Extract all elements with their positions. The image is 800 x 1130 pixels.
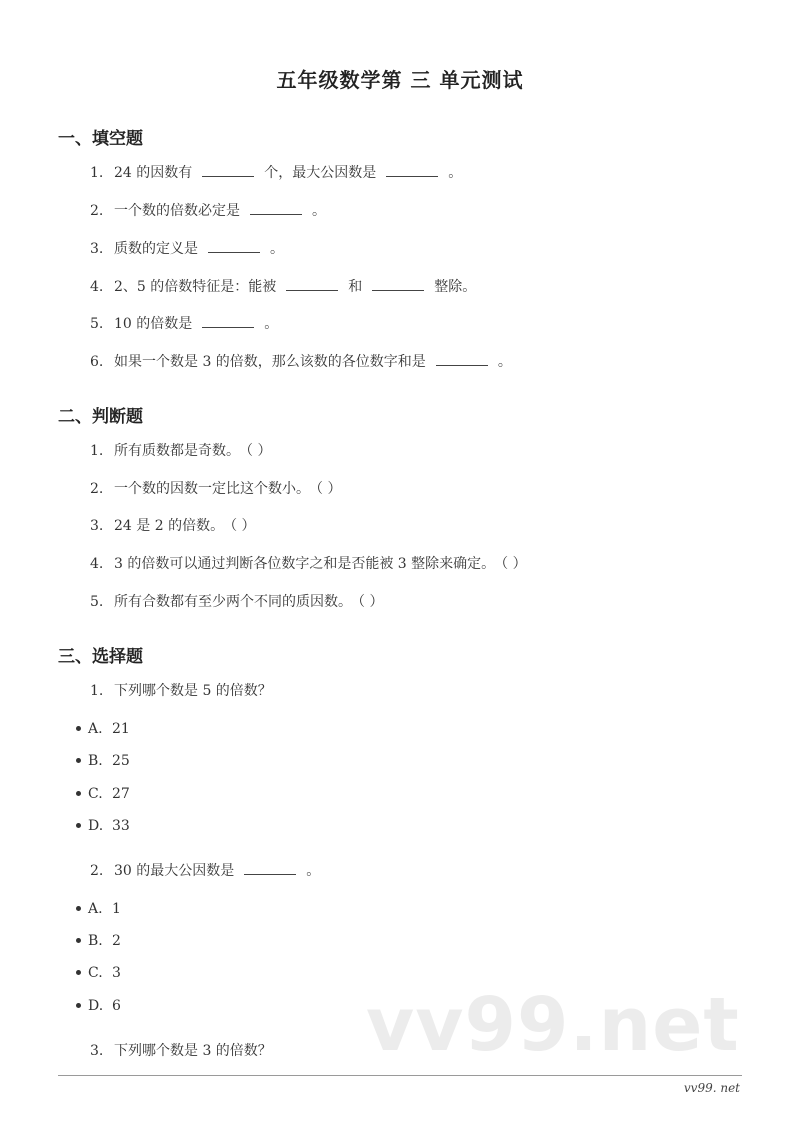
question-number: 6.	[90, 354, 104, 370]
question-number: 3.	[90, 518, 104, 534]
answer-blank[interactable]	[372, 278, 424, 291]
bullet-icon	[76, 906, 81, 911]
option-letter: C.	[88, 965, 103, 981]
question-number: 3.	[90, 1043, 104, 1059]
option-value: 25	[112, 753, 130, 769]
question-text: 一个数的因数一定比这个数小。	[114, 481, 310, 497]
fill-question-1	[90, 164, 462, 182]
judge-question-5	[90, 593, 383, 611]
option-value: 27	[112, 786, 130, 802]
question-text: 24 的因数有	[114, 165, 193, 181]
option-letter: B.	[88, 753, 103, 769]
option-letter: D.	[88, 818, 104, 834]
question-text: 。	[264, 316, 279, 332]
question-text: 和	[348, 279, 363, 295]
section-heading-multiple-choice: 三、选择题	[58, 647, 143, 667]
answer-blank[interactable]	[250, 202, 302, 215]
question-text: 如果一个数是 3 的倍数，那么该数的各位数字和是	[114, 354, 426, 370]
question-number: 2.	[90, 863, 104, 879]
option-value: 2	[112, 933, 121, 949]
question-number: 1.	[90, 165, 104, 181]
footer-divider	[58, 1075, 742, 1076]
fill-question-5	[90, 315, 278, 333]
answer-blank[interactable]	[244, 862, 296, 875]
question-text: 10 的倍数是	[114, 316, 193, 332]
choice-question-1	[90, 682, 272, 700]
bullet-icon	[76, 791, 81, 796]
page-title: 五年级数学第 三 单元测试	[276, 68, 524, 92]
option-value: 1	[112, 901, 121, 917]
choice-question-2	[90, 862, 320, 880]
question-text: 质数的定义是	[114, 241, 198, 257]
answer-blank[interactable]	[202, 164, 254, 177]
option-letter: C.	[88, 786, 103, 802]
question-number: 5.	[90, 316, 104, 332]
option-letter: A.	[88, 721, 103, 737]
bullet-icon	[76, 823, 81, 828]
answer-parentheses[interactable]: （ ）	[246, 443, 272, 459]
question-text: 2、5 的倍数特征是：能被	[114, 279, 277, 295]
question-text: 一个数的倍数必定是	[114, 203, 240, 219]
answer-blank[interactable]	[208, 240, 260, 253]
bullet-icon	[76, 726, 81, 731]
option-value: 6	[112, 998, 121, 1014]
answer-blank[interactable]	[386, 164, 438, 177]
question-text: 。	[270, 241, 284, 257]
question-text: 。	[312, 203, 326, 219]
question-text: 所有质数都是奇数。	[114, 443, 240, 459]
question-number: 3.	[90, 241, 104, 257]
judge-question-2	[90, 480, 341, 498]
answer-parentheses[interactable]: （ ）	[501, 556, 527, 572]
bullet-icon	[76, 1003, 81, 1008]
section-heading-true-false: 二、判断题	[58, 407, 143, 427]
question-text: 所有合数都有至少两个不同的质因数。	[114, 594, 352, 610]
question-text: 。	[306, 863, 321, 879]
question-number: 4.	[90, 556, 104, 572]
question-text: 24 是 2 的倍数。	[114, 518, 225, 534]
question-text: 下列哪个数是 5 的倍数？	[114, 683, 272, 699]
question-text: 30 的最大公因数是	[114, 863, 235, 879]
question-text: 。	[497, 354, 512, 370]
option-value: 21	[112, 721, 130, 737]
question-number: 2.	[90, 481, 104, 497]
bullet-icon	[76, 758, 81, 763]
choice-2-option-a[interactable]	[76, 900, 121, 918]
choice-1-option-d[interactable]	[76, 817, 130, 835]
watermark: vv99.net	[366, 982, 740, 1068]
question-number: 1.	[90, 443, 104, 459]
option-letter: D.	[88, 998, 104, 1014]
option-value: 3	[112, 965, 121, 981]
choice-2-option-c[interactable]	[76, 964, 121, 982]
choice-1-option-a[interactable]	[76, 720, 130, 738]
choice-2-option-d[interactable]	[76, 997, 121, 1015]
fill-question-2	[90, 202, 326, 220]
section-heading-fill-in: 一、填空题	[58, 129, 143, 149]
choice-1-option-c[interactable]	[76, 785, 130, 803]
fill-question-4	[90, 278, 476, 296]
fill-question-6	[90, 353, 512, 371]
bullet-icon	[76, 970, 81, 975]
question-number: 2.	[90, 203, 104, 219]
answer-blank[interactable]	[286, 278, 338, 291]
answer-parentheses[interactable]: （ ）	[316, 481, 342, 497]
answer-blank[interactable]	[436, 353, 488, 366]
option-letter: A.	[88, 901, 103, 917]
question-text: 。	[448, 165, 463, 181]
bullet-icon	[76, 938, 81, 943]
question-text: 个，最大公因数是	[264, 165, 377, 181]
question-text: 整除。	[434, 279, 477, 295]
question-number: 5.	[90, 594, 104, 610]
answer-parentheses[interactable]: （ ）	[358, 594, 384, 610]
option-letter: B.	[88, 933, 103, 949]
answer-parentheses[interactable]: （ ）	[230, 518, 256, 534]
question-text: 下列哪个数是 3 的倍数？	[114, 1043, 272, 1059]
judge-question-4	[90, 555, 527, 573]
question-number: 1.	[90, 683, 104, 699]
option-value: 33	[112, 818, 130, 834]
choice-2-option-b[interactable]	[76, 932, 121, 950]
fill-question-3	[90, 240, 284, 258]
footer-site-label: vv99. net	[683, 1081, 740, 1095]
question-text: 3 的倍数可以通过判断各位数字之和是否能被 3 整除来确定。	[114, 556, 496, 572]
answer-blank[interactable]	[202, 315, 254, 328]
judge-question-3	[90, 517, 256, 535]
choice-question-3	[90, 1042, 272, 1060]
judge-question-1	[90, 442, 271, 460]
choice-1-option-b[interactable]	[76, 752, 130, 770]
question-number: 4.	[90, 279, 104, 295]
